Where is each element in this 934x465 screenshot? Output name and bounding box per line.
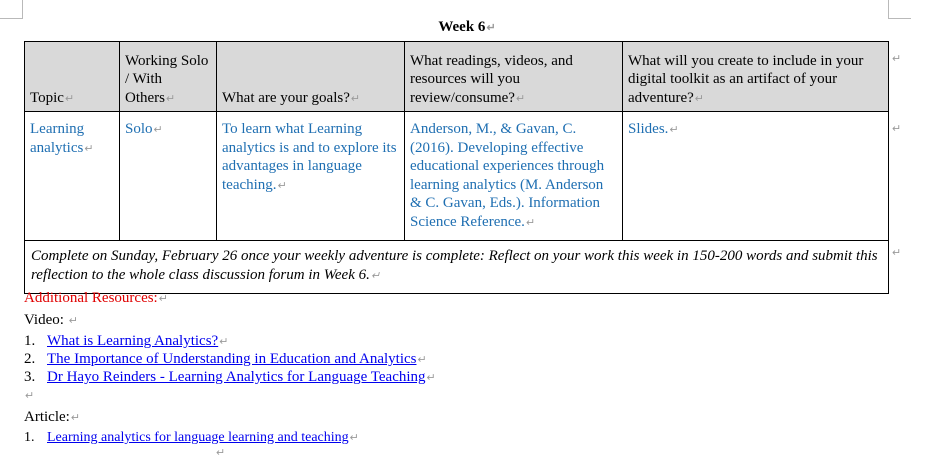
video-link-what-is-learning-analytics[interactable]: What is Learning Analytics? [47, 333, 219, 349]
video-label: Video: ↵ [24, 312, 78, 328]
cell-resources[interactable]: Anderson, M., & Gavan, C. (2016). Developing effective educational experiences through learning analytics (M. Anderson & C. Gavan, Eds.). Information Science Reference.↵ [405, 112, 623, 241]
week-title: Week 6↵ [438, 19, 496, 35]
table-header-row [25, 42, 889, 112]
table-footer-row [25, 241, 889, 294]
list-item: 1. Learning analytics for language learning and teaching↵ [24, 430, 359, 445]
page-corner-mark-top-left [0, 0, 23, 19]
cell-topic[interactable]: Learning analytics↵ [25, 112, 120, 241]
row-end-mark: ↵ [892, 123, 902, 135]
header-topic[interactable]: Topic↵ [25, 42, 120, 112]
header-goals[interactable]: What are your goals?↵ [217, 42, 405, 112]
list-item: 3. Dr Hayo Reinders - Learning Analytics for Language Teaching↵ [24, 369, 436, 385]
article-label: Article:↵ [24, 409, 81, 425]
empty-paragraph-mark: ↵ [216, 447, 226, 459]
video-list [24, 332, 436, 386]
row-end-mark: ↵ [892, 247, 902, 259]
page-corner-mark-top-right [888, 0, 911, 19]
cell-working-mode[interactable]: Solo↵ [120, 112, 217, 241]
video-link-hayo-reinders[interactable]: Dr Hayo Reinders - Learning Analytics for Language Teaching [47, 369, 426, 385]
cell-goals[interactable]: To learn what Learning analytics is and to explore its advantages in language teaching.↵ [217, 112, 405, 241]
header-artifact[interactable]: What will you create to include in your digital toolkit as an artifact of your adventure?↵ [623, 42, 889, 112]
header-resources[interactable]: What readings, videos, and resources will you review/consume?↵ [405, 42, 623, 112]
cell-artifact[interactable]: Slides.↵ [623, 112, 889, 241]
article-list [24, 429, 359, 447]
list-item: 2. The Importance of Understanding in Education and Analytics↵ [24, 351, 427, 367]
list-item: 1. What is Learning Analytics?↵ [24, 333, 229, 349]
reflection-instructions[interactable]: Complete on Sunday, February 26 once your weekly adventure is complete: Reflect on your work this week in 150-200 words and submit this reflection to the whole class discussion forum in Week 6.↵ [25, 241, 889, 294]
weekly-plan-table [24, 41, 889, 294]
row-end-mark: ↵ [892, 53, 902, 65]
table-row [25, 112, 889, 241]
header-working-mode[interactable]: Working Solo / With Others↵ [120, 42, 217, 112]
additional-resources-heading: Additional Resources:↵ [24, 290, 168, 306]
video-link-importance-of-understanding[interactable]: The Importance of Understanding in Education and Analytics [47, 351, 417, 367]
article-link-learning-analytics-language[interactable]: Learning analytics for language learning and teaching [47, 430, 349, 445]
empty-paragraph-mark: ↵ [25, 390, 35, 402]
